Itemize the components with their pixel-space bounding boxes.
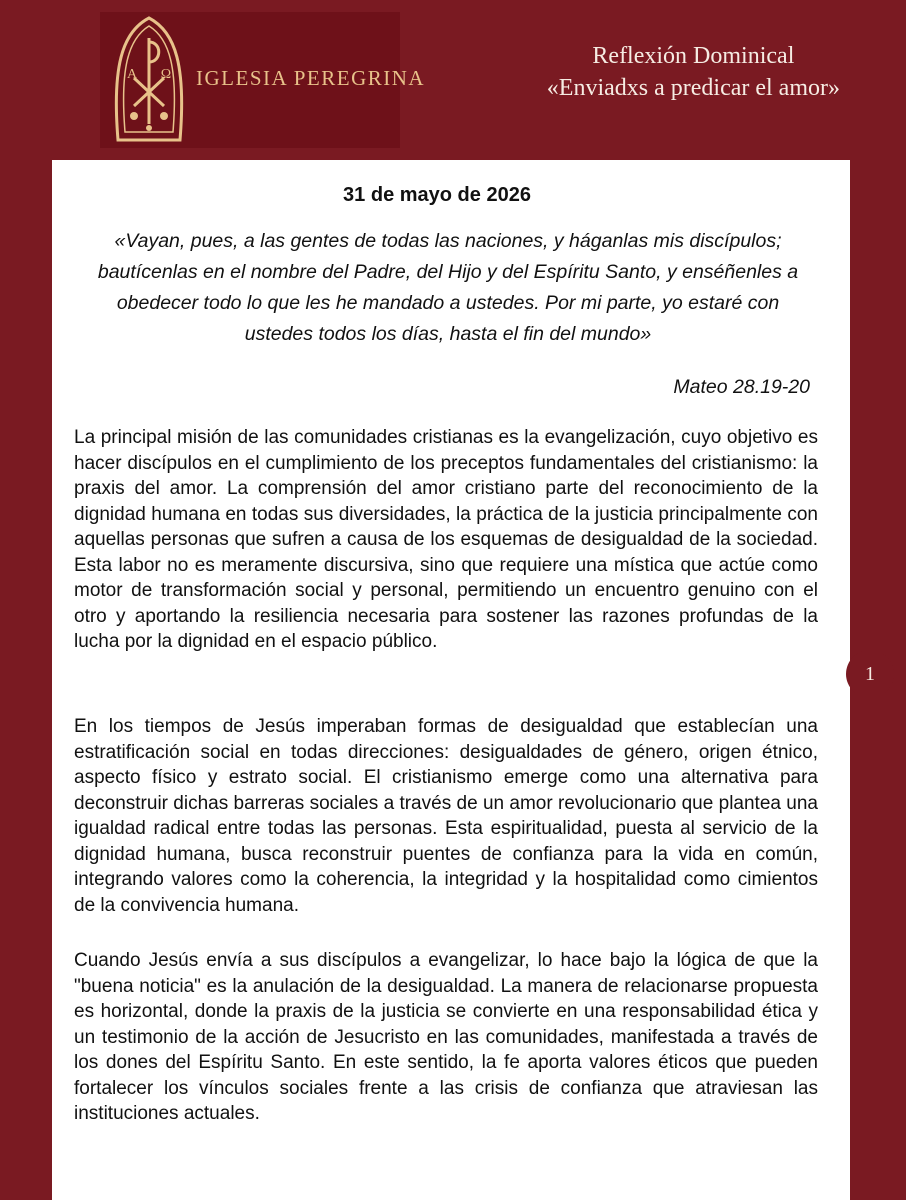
right-border-band bbox=[850, 0, 906, 1200]
header-title-line2: «Enviadxs a predicar el amor» bbox=[546, 75, 840, 101]
alpha-letter: A bbox=[126, 67, 138, 82]
page-header bbox=[0, 0, 906, 160]
header-title bbox=[547, 40, 840, 104]
body-paragraph-2: En los tiempos de Jesús imperaban formas de desigualdad que establecían una estratificación social en todas direcciones: desigualdades de género, origen étnico, aspecto físico y estrato social. El cristianismo emerge como una alternativa para deconstruir dichas barreras sociales a través de un amor revolucionario que plantea una igualdad radical entre todas las personas. Esta espiritualidad, puesta al servicio de la dignidad humana, busca reconstruir puentes de confianza para la vida en común, integrando valores como la coherencia, la integridad y la hospitalidad como cimientos de la convivencia humana. bbox=[74, 716, 818, 916]
scripture-quote: «Vayan, pues, a las gentes de todas las naciones, y háganlas mis discípulos; bautícenlas en el nombre del Padre, del Hijo y del Espíritu Santo, y enséñenles a obedecer todo lo que les he mandado a ustedes. Por mi parte, yo estaré con ustedes todos los días, hasta el fin del mundo» bbox=[97, 230, 799, 345]
document-date: 31 de mayo de 2026 bbox=[343, 184, 531, 206]
header-title-line1: Reflexión Dominical bbox=[592, 43, 795, 69]
document-page bbox=[52, 160, 850, 1200]
chi-rho-shield-icon bbox=[106, 12, 192, 148]
left-border-band bbox=[0, 0, 52, 1200]
church-logo bbox=[100, 12, 426, 148]
body-paragraph-3: Cuando Jesús envía a sus discípulos a evangelizar, lo hace bajo la lógica de que la "buena noticia" es la anulación de la desigualdad. La manera de relacionarse propuesta es horizontal, donde la praxis de la justicia se convierte en una responsabilidad ética y un testimonio de la acción de Jesucristo en las comunidades, manifestada a través de los dones del Espíritu Santo. En este sentido, la fe aporta valores éticos que pueden fortalecer los vínculos sociales frente a las crisis de confianza que atraviesan las instituciones actuales. bbox=[74, 950, 818, 1124]
page-number-badge: 1 bbox=[846, 650, 894, 698]
logo-text: IGLESIA PEREGRINA bbox=[196, 66, 426, 90]
omega-letter: Ω bbox=[160, 67, 172, 82]
body-paragraph-1: La principal misión de las comunidades cristianas es la evangelización, cuyo objetivo es hacer discípulos en el cumplimiento de los preceptos fundamentales del cristianismo: la praxis del amor. La comprensión del amor cristiano parte del reconocimiento de la dignidad humana en todas sus diversidades, la práctica de la justicia principalmente con aquellas personas que sufren a causa de los esquemas de desigualdad de la sociedad. Esta labor no es meramente discursiva, sino que requiere una mística que actúe como motor de transformación social y personal, permitiendo un encuentro genuino con el otro y aportando la resiliencia necesaria para sostener las razones profundas de la lucha por la dignidad en el espacio público. bbox=[74, 427, 818, 652]
scripture-reference: Mateo 28.19-20 bbox=[673, 376, 810, 398]
